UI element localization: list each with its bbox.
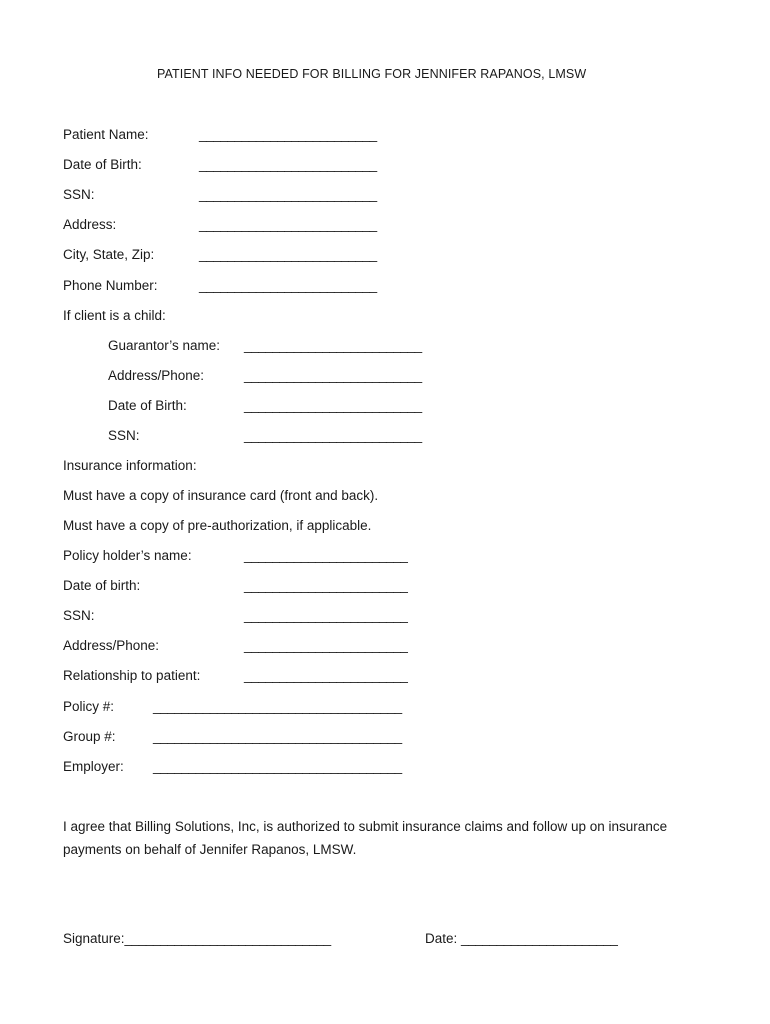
date-label: Date: — [425, 931, 458, 946]
date-blank: ______________________ — [461, 931, 618, 946]
patient-name-label: Patient Name: — [63, 127, 149, 142]
employer-blank: ___________________________________ — [153, 759, 402, 774]
guarantor-name-label: Guarantor’s name: — [108, 338, 221, 353]
holder-dob-blank: _______________________ — [244, 578, 408, 593]
guarantor-dob-blank: _________________________ — [244, 398, 422, 413]
holder-address-label: Address/Phone: — [63, 638, 160, 653]
group-number-label: Group #: — [63, 729, 116, 744]
policy-holder-label: Policy holder’s name: — [63, 548, 192, 563]
group-number-blank: ___________________________________ — [153, 729, 402, 744]
guarantor-address-blank: _________________________ — [244, 368, 422, 383]
date-field — [425, 931, 617, 946]
signature-blank: _____________________________ — [124, 931, 331, 946]
agreement-line-1: I agree that Billing Solutions, Inc, is authorized to submit insurance claims and follow up on insurance — [63, 819, 668, 834]
relationship-label: Relationship to patient: — [63, 668, 201, 683]
guarantor-ssn-blank: _________________________ — [244, 428, 422, 443]
patient-phone-label: Phone Number: — [63, 278, 158, 293]
patient-name-blank: _________________________ — [199, 127, 377, 142]
patient-address-label: Address: — [63, 217, 117, 232]
signature-label: Signature: — [63, 931, 125, 946]
patient-city-label: City, State, Zip: — [63, 247, 155, 262]
employer-label: Employer: — [63, 759, 124, 774]
patient-ssn-label: SSN: — [63, 187, 95, 202]
agreement-line-2: payments on behalf of Jennifer Rapanos, LMSW. — [63, 842, 357, 857]
guarantor-address-label: Address/Phone: — [108, 368, 205, 383]
guarantor-dob-label: Date of Birth: — [108, 398, 187, 413]
insurance-heading: Insurance information: — [63, 458, 197, 473]
insurance-card-note: Must have a copy of insurance card (front and back). — [63, 488, 379, 503]
patient-ssn-blank: _________________________ — [199, 187, 377, 202]
policy-number-blank: ___________________________________ — [153, 699, 402, 714]
policy-number-label: Policy #: — [63, 699, 115, 714]
patient-dob-label: Date of Birth: — [63, 157, 142, 172]
preauth-note: Must have a copy of pre-authorization, if applicable. — [63, 518, 372, 533]
patient-dob-blank: _________________________ — [199, 157, 377, 172]
holder-ssn-blank: _______________________ — [244, 608, 408, 623]
patient-city-blank: _________________________ — [199, 247, 377, 262]
signature-field — [63, 931, 331, 946]
holder-dob-label: Date of birth: — [63, 578, 141, 593]
form-title: PATIENT INFO NEEDED FOR BILLING FOR JENNIFER RAPANOS, LMSW — [157, 67, 587, 81]
policy-holder-blank: _______________________ — [244, 548, 408, 563]
guarantor-name-blank: _________________________ — [244, 338, 422, 353]
holder-address-blank: _______________________ — [244, 638, 408, 653]
guarantor-ssn-label: SSN: — [108, 428, 140, 443]
patient-phone-blank: _________________________ — [199, 278, 377, 293]
relationship-blank: _______________________ — [244, 668, 408, 683]
child-heading: If client is a child: — [63, 308, 166, 323]
patient-address-blank: _________________________ — [199, 217, 377, 232]
holder-ssn-label: SSN: — [63, 608, 95, 623]
